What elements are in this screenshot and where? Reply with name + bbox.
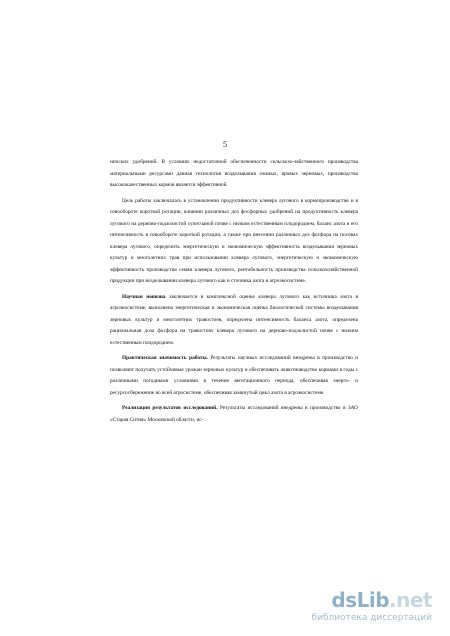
paragraph-text: Результаты научных исследований внедрены в производство и позволяют получать устойчивые урожаи зерновых культур и обеспечивать животноводство кормами в годы с различными погодными условиями в течение вегетационного периода, обеспечивая энерго- и ресурсосбережение во всей агросистеме, обеспечивая замкнутый цикл азота в агроэкосистеме. (110, 355, 358, 396)
paragraph-text: ничских удобрений. В условиях недостаточной обеспеченности сельскохо-зяйственного производства материальными ресурсами данная технология возделывания озимых, яровых зерновых, производства высококачественных кормов является эффективной. (110, 159, 358, 188)
page-number: 5 (223, 140, 227, 149)
paragraph-lead: Практическая значимость работы. (122, 355, 208, 361)
paragraph-text: Результаты исследований внедрены в производство в ЗАО «Старая Ситня» Московской области, ис- (110, 405, 358, 423)
paragraph-text: заключается в комплексной оценке клевера лугового как источника азота в агроэкосистеме, выполнена энергетическая и экономическая оценка биологической системы возделывания зерновых культур и многолетних травостоев, определена интенсивность баланса азота, определена рациональная доза фосфора на травостоях клевера лугового на дерново-подзолистой почве с низким естественным плодородием. (110, 293, 358, 346)
document-body (110, 157, 358, 426)
watermark (290, 590, 440, 628)
paragraph-lead: Научная новизна (122, 293, 166, 300)
paragraph-text: Цель работы заключалась в установлении продуктивности клевера лугового в кормопроизводстве и в севообороте короткой ротации, влиянии различных доз фосфорных удобрений на продуктивность клевера лугового на дерново-подзолистой супесчаной почве с низким естественным плодородием, баланс азота и его интенсивность в севообороте короткой ротации, а также при внесении различных доз фосфора на посевах клевера лугового, определить энергетическую и экономическую эффективность возделывания зерновых культур и многолетних трав при использовании клевера лугового, энергетическую и экономическую эффективность производства семян клевера лугового, рентабельность производства сельскохозяйственной продукции при возделывании клевера лугового как и сточника азота в агроэкосистеме. (110, 197, 358, 284)
paragraph-lead: Реализация результатов исследований. (122, 405, 218, 411)
paragraph-4 (110, 353, 358, 399)
paragraph-2 (110, 196, 358, 288)
watermark-logo-part1: dsLib (331, 588, 390, 612)
watermark-subtitle: библиотека диссертаций (311, 613, 432, 623)
watermark-logo (331, 590, 432, 612)
watermark-logo-part2: .net (389, 588, 432, 612)
paragraph-5 (110, 403, 358, 426)
paragraph-1 (110, 157, 358, 192)
paragraph-3 (110, 292, 358, 350)
